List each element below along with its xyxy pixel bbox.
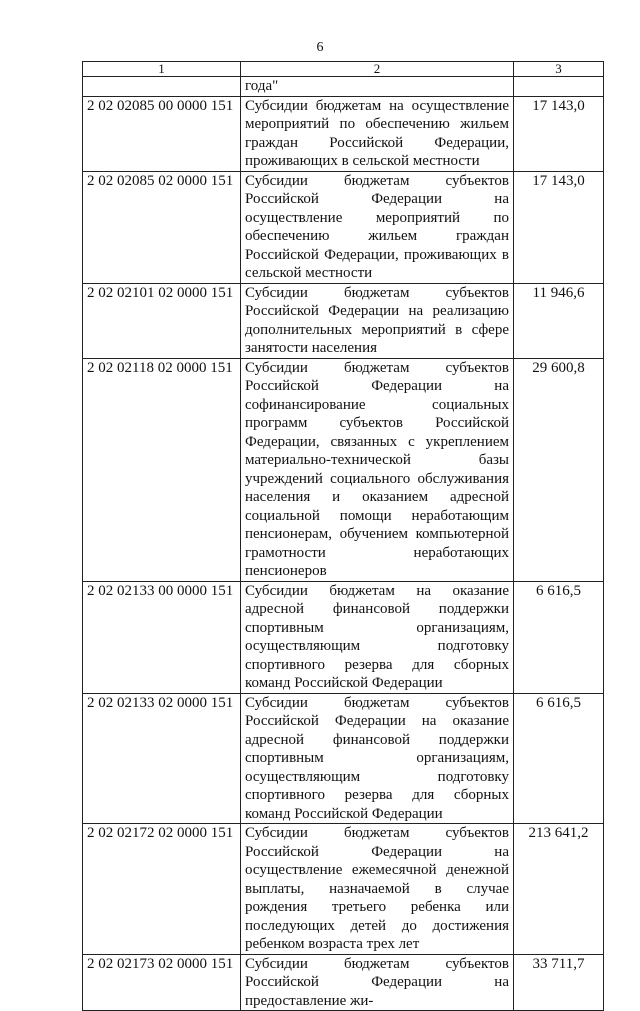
column-header: 1	[83, 62, 241, 77]
code-cell: 2 02 02172 02 0000 151	[83, 824, 241, 955]
amount-cell: 6 616,5	[514, 693, 604, 824]
amount-cell: 213 641,2	[514, 824, 604, 955]
code-cell	[83, 77, 241, 97]
table-row	[83, 954, 604, 1011]
table-row	[83, 171, 604, 283]
amount-cell: 17 143,0	[514, 96, 604, 171]
amount-cell: 17 143,0	[514, 171, 604, 283]
code-cell: 2 02 02173 02 0000 151	[83, 954, 241, 1011]
description-cell: Субсидии бюджетам субъектов Российской Федерации на софинансирование социальных программ субъектов Российской Федерации, связанных с укреплением материально-технической базы учреждений социального обслуживания населения и оказанием адресной социальной помощи неработающим пенсионерам, обучением компьютерной грамотности неработающих пенсионеров	[241, 358, 514, 581]
amount-cell: 6 616,5	[514, 581, 604, 693]
description-cell: Субсидии бюджетам субъектов Российской Федерации на осуществление ежемесячной денежной выплаты, назначаемой в случае рождения третьего ребенка или последующих детей до достижения ребенком возраста трех лет	[241, 824, 514, 955]
description-cell: Субсидии бюджетам субъектов Российской Федерации на реализацию дополнительных мероприятий в сфере занятости населения	[241, 283, 514, 358]
table-row	[83, 693, 604, 824]
column-header: 3	[514, 62, 604, 77]
table-row	[83, 283, 604, 358]
amount-cell: 29 600,8	[514, 358, 604, 581]
page-number: 6	[316, 40, 324, 55]
amount-cell: 33 711,7	[514, 954, 604, 1011]
description-cell: Субсидии бюджетам субъектов Российской Федерации на оказание адресной финансовой поддержки спортивным организациям, осуществляющим подготовку спортивного резерва для сборных команд Российской Федерации	[241, 693, 514, 824]
description-cell: Субсидии бюджетам субъектов Российской Федерации на осуществление мероприятий по обеспечению жильем граждан Российской Федерации, проживающих в сельской местности	[241, 171, 514, 283]
code-cell: 2 02 02085 02 0000 151	[83, 171, 241, 283]
description-cell: года"	[241, 77, 514, 97]
table-row	[83, 96, 604, 171]
table-row	[83, 581, 604, 693]
budget-table	[82, 61, 604, 1011]
description-cell: Субсидии бюджетам субъектов Российской Федерации на предоставление жи-	[241, 954, 514, 1011]
amount-cell: 11 946,6	[514, 283, 604, 358]
header-row	[83, 62, 604, 77]
column-header: 2	[241, 62, 514, 77]
description-cell: Субсидии бюджетам на осуществление мероприятий по обеспечению жильем граждан Российской Федерации, проживающих в сельской местности	[241, 96, 514, 171]
code-cell: 2 02 02133 02 0000 151	[83, 693, 241, 824]
code-cell: 2 02 02085 00 0000 151	[83, 96, 241, 171]
code-cell: 2 02 02118 02 0000 151	[83, 358, 241, 581]
table-row	[83, 358, 604, 581]
code-cell: 2 02 02133 00 0000 151	[83, 581, 241, 693]
continuation-row	[83, 77, 604, 97]
table-row	[83, 824, 604, 955]
description-cell: Субсидии бюджетам на оказание адресной финансовой поддержки спортивным организациям, осуществляющим подготовку спортивного резерва для сборных команд Российской Федерации	[241, 581, 514, 693]
code-cell: 2 02 02101 02 0000 151	[83, 283, 241, 358]
amount-cell	[514, 77, 604, 97]
